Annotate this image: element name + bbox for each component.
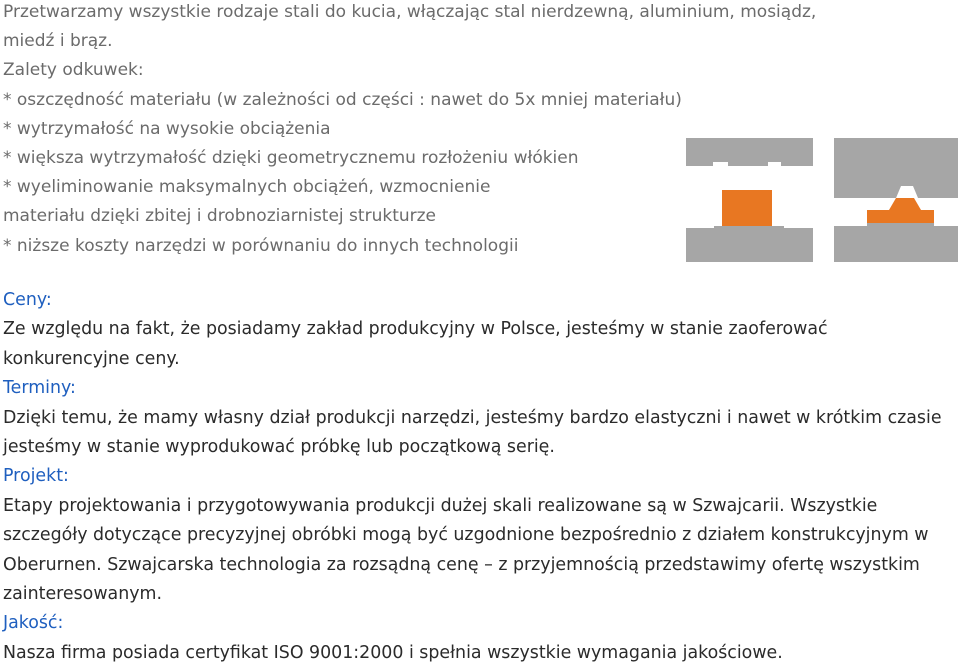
intro-line-1: Przetwarzamy wszystkie rodzaje stali do kucia, włączając stal nierdzewną, aluminium, mosiądz, xyxy=(3,2,817,22)
quality-text: Nasza firma posiada certyfikat ISO 9001:2000 i spełnia wszystkie wymagania jakościowe. xyxy=(3,642,783,663)
die-open xyxy=(686,138,813,262)
prices-heading: Ceny: xyxy=(3,290,52,310)
advantage-item: * wyeliminowanie maksymalnych obciążeń, wzmocnienie xyxy=(3,177,491,198)
project-text: Etapy projektowania i przygotowywania produkcji dużej skali realizowane są w Szwajcarii. Wszystkie szczegóły dotyczące precyzyjnej obróbki mogą być uzgodnione bezpośrednio z działem konstrukcyjnym w Oberurnen. Szwajcarska technologia za rozsądną cenę – z przyjemnością przedstawimy ofertę wszystkim zainteresowanym. xyxy=(3,495,929,605)
advantage-item: * wytrzymałość na wysokie obciążenia xyxy=(3,118,331,139)
advantage-item: * niższe koszty narzędzi w porównaniu do innych technologii xyxy=(3,235,519,256)
die-closed xyxy=(834,138,958,262)
forging-diagram xyxy=(686,138,958,262)
details-text xyxy=(3,286,958,668)
advantage-item: materiału dzięki zbitej i drobnoziarnistej strukturze xyxy=(3,206,437,227)
advantage-item: * większa wytrzymałość dzięki geometrycznemu rozłożeniu włókien xyxy=(3,148,579,169)
intro-line-2: miedź i brąz. xyxy=(3,31,113,52)
intro-text xyxy=(3,0,817,261)
prices-text: Ze względu na fakt, że posiadamy zakład produkcyjny w Polsce, jesteśmy w stanie zaoferować konkurencyjne ceny. xyxy=(3,319,828,369)
quality-heading: Jakość: xyxy=(3,613,64,634)
project-heading: Projekt: xyxy=(3,466,69,487)
deadlines-text: Dzięki temu, że mamy własny dział produkcji narzędzi, jesteśmy bardzo elastyczni i nawet w krótkim czasie jesteśmy w stanie wyprodukować próbkę lub początkową serię. xyxy=(3,407,942,458)
advantages-heading: Zalety odkuwek: xyxy=(3,60,144,81)
advantage-item: * oszczędność materiału (w zależności od części : nawet do 5x mniej materiału) xyxy=(3,89,682,110)
deadlines-heading: Terminy: xyxy=(3,378,76,399)
